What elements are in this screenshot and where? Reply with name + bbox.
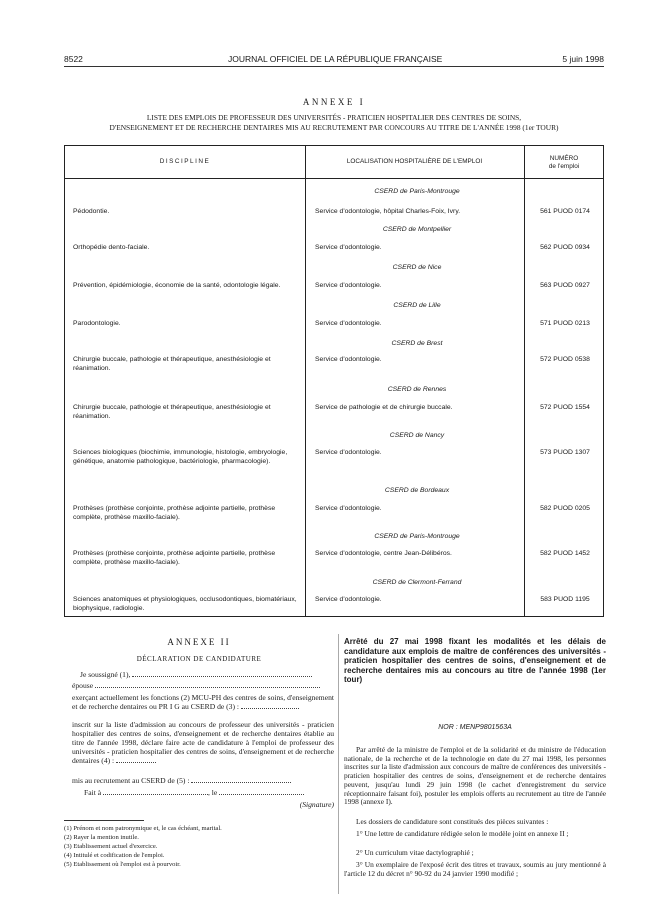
fill-line xyxy=(191,782,291,783)
issue-date: 5 juin 1998 xyxy=(562,54,604,64)
table-row-discipline: Prothèses (prothèse conjointe, prothèse adjointe partielle, prothèse complète, prothèse maxillo-faciale). xyxy=(73,550,276,566)
declaration-text: inscrit sur la liste d'admission au concours de professeur des universités - praticien hospitalier des centres de soins, d'enseignement et de recherche dentaires établie au titre de l'année 1998, déclare faire acte de candidature à l'emploi de professeur des universités - praticien hospitalier des centres de soins, d'enseignement et de recherche dentaires (4) : xyxy=(72,720,334,765)
footnote-rule xyxy=(64,820,144,821)
table-row-discipline: Sciences anatomiques et physiologiques, occlusodontiques, biomatériaux, biophysique, radiologie. xyxy=(73,596,297,612)
table-row-localisation: Service d'odontologie. xyxy=(315,596,382,603)
declaration-text: épouse xyxy=(72,681,94,690)
table-row-discipline: Chirurgie buccale, pathologie et thérapeutique, anesthésiologie et réanimation. xyxy=(73,404,271,420)
table-row-discipline: Chirurgie buccale, pathologie et thérapeutique, anesthésiologie et réanimation. xyxy=(73,356,271,372)
fill-line xyxy=(132,676,312,677)
table-row-cserd: CSERD de Rennes xyxy=(387,386,447,393)
table-row-cserd: CSERD de Lille xyxy=(393,302,441,309)
table-row-cserd: CSERD de Nice xyxy=(392,264,442,271)
table-row-numero: 563 PUOD 0927 xyxy=(540,282,590,289)
table-row-numero: 561 PUOD 0174 xyxy=(540,208,590,215)
column-header-localisation: LOCALISATION HOSPITALIÈRE DE L'EMPLOI xyxy=(346,158,483,165)
nor-reference: NOR : MENP9801563A xyxy=(438,724,512,731)
footnote: (5) Etablissement où l'emploi est à pourvoir. xyxy=(64,861,181,868)
declaration-text: Je soussigné (1), xyxy=(80,670,131,679)
table-row-numero: 582 PUOD 0205 xyxy=(540,505,590,512)
annexe1-subtitle xyxy=(64,113,604,133)
table-row-numero: 582 PUOD 1452 xyxy=(540,550,590,557)
table-row-cserd: CSERD de Clermont-Ferrand xyxy=(372,579,462,586)
arrete-title: Arrêté du 27 mai 1998 fixant les modalités et les délais de candidature aux emplois de maître de conférences des universités - praticien hospitalier des centres de soins, d'enseignement et de recherche dentaires mis au concours au titre de l'année 1998 (1er tour) xyxy=(344,637,606,685)
table-row-localisation: Service d'odontologie, hôpital Charles-Foix, Ivry. xyxy=(315,208,461,215)
table-row-numero: 583 PUOD 1195 xyxy=(540,596,590,603)
table-row-numero: 572 PUOD 0538 xyxy=(540,356,590,363)
table-row-discipline: Prévention, épidémiologie, économie de la santé, odontologie légale. xyxy=(73,282,281,289)
arrete-paragraph: 1° Une lettre de candidature rédigée selon le modèle joint en annexe II ; xyxy=(356,829,569,838)
signature-label: (Signature) xyxy=(299,800,334,809)
page-number: 8522 xyxy=(64,54,83,64)
annexe2-title: ANNEXE II xyxy=(167,637,231,647)
footnote: (2) Rayer la mention inutile. xyxy=(64,834,139,841)
table-row-localisation: Service de pathologie et de chirurgie buccale. xyxy=(315,404,453,411)
table-row-numero: 571 PUOD 0213 xyxy=(540,320,590,327)
table-row-cserd: CSERD de Montpellier xyxy=(382,226,452,233)
table-row-localisation: Service d'odontologie, centre Jean-Délibéros. xyxy=(315,550,452,557)
arrete-paragraph: Les dossiers de candidature sont constitués des pièces suivantes : xyxy=(356,817,549,826)
table-row-cserd: CSERD de Bordeaux xyxy=(384,487,450,494)
table-row-cserd: CSERD de Paris-Montrouge xyxy=(374,188,460,195)
declaration-line xyxy=(72,776,334,785)
journal-title: JOURNAL OFFICIEL DE LA RÉPUBLIQUE FRANÇAISE xyxy=(228,54,443,64)
table-row-numero: 573 PUOD 1307 xyxy=(540,449,590,456)
table-divider xyxy=(305,146,306,616)
fill-line xyxy=(103,794,208,795)
arrete-paragraph: 2° Un curriculum vitae dactylographié ; xyxy=(356,848,474,857)
table-row-localisation: Service d'odontologie. xyxy=(315,449,382,456)
column-separator xyxy=(338,634,339,894)
table-row-localisation: Service d'odontologie. xyxy=(315,505,382,512)
annexe1-subtitle-line1: LISTE DES EMPLOIS DE PROFESSEUR DES UNIVERSITÉS - PRATICIEN HOSPITALIER DES CENTRES DE SOINS, xyxy=(146,113,522,122)
arrete-paragraph: 3° Un exemplaire de l'exposé écrit des titres et travaux, soumis au jury mentionné à l'article 12 du décret n° 90-92 du 24 janvier 1990 modifié ; xyxy=(344,860,606,878)
declaration-text: mis au recrutement au CSERD de (5) : xyxy=(72,776,190,785)
table-row-localisation: Service d'odontologie. xyxy=(315,244,382,251)
table-row-cserd: CSERD de Nancy xyxy=(389,432,445,439)
fill-line xyxy=(116,762,156,763)
column-header-numero-l2: de l'emploi xyxy=(548,163,580,170)
table-row-localisation: Service d'odontologie. xyxy=(315,320,382,327)
declaration-paragraph xyxy=(72,720,334,765)
table-row-numero: 572 PUOD 1554 xyxy=(540,404,590,411)
column-header-numero xyxy=(524,155,604,171)
table-row-discipline: Pédodontie. xyxy=(73,208,110,215)
table-row-discipline: Parodontologie. xyxy=(73,320,121,327)
table-row-discipline: Prothèses (prothèse conjointe, prothèse adjointe partielle, prothèse complète, prothèse maxillo-faciale). xyxy=(73,505,276,521)
footnote: (1) Prénom et nom patronymique et, le cas échéant, marital. xyxy=(64,825,222,832)
declaration-text: Fait à xyxy=(84,788,102,797)
table-row-discipline: Sciences biologiques (biochimie, immunologie, histologie, embryologie, génétique, anatomie pathologique, bactériologie, pharmacologie). xyxy=(73,449,288,465)
table-row-discipline: Orthopédie dento-faciale. xyxy=(73,244,150,251)
declaration-line xyxy=(84,788,346,797)
employment-table xyxy=(64,145,604,617)
table-divider xyxy=(524,146,525,616)
arrete-paragraph: Par arrêté de la ministre de l'emploi et de la solidarité et du ministre de l'éducation nationale, de la recherche et de la technologie en date du 27 mai 1998, les personnes inscrites sur la liste d'admission aux concours de maître de conférences des universités - praticien hospitalier des centres de soins, d'enseignement et de recherche dentaires peuvent, jusqu'au lundi 29 juin 1998 (le cachet d'enregistrement du service réceptionnaire faisant foi), postuler les emplois offerts au recrutement au titre de l'année 1998 (annexe I). xyxy=(344,745,606,807)
declaration-text: exerçant actuellement les fonctions (2) MCU-PH des centres de soins, d'enseignement et de recherche dentaires ou PR I G au CSERD de (3) : xyxy=(72,693,334,711)
annexe2-subtitle: DÉCLARATION DE CANDIDATURE xyxy=(136,655,262,663)
annexe1-title: ANNEXE I xyxy=(302,97,366,107)
declaration-paragraph xyxy=(72,693,334,711)
table-row-numero: 562 PUOD 0934 xyxy=(540,244,590,251)
declaration-text: , le xyxy=(208,788,218,797)
declaration-line xyxy=(80,670,342,679)
annexe1-subtitle-line2: D'ENSEIGNEMENT ET DE RECHERCHE DENTAIRES MIS AU RECRUTEMENT PAR CONCOURS AU TITRE DE L'ANNÉE 1998 (1er TOUR) xyxy=(109,123,559,132)
fill-line xyxy=(241,708,299,709)
footnote: (4) Intitulé et codification de l'emploi. xyxy=(64,852,165,859)
table-header-rule xyxy=(65,178,603,179)
table-row-cserd: CSERD de Paris-Montrouge xyxy=(374,533,460,540)
table-row-localisation: Service d'odontologie. xyxy=(315,282,382,289)
column-header-discipline: DISCIPLINE xyxy=(159,158,211,165)
fill-line xyxy=(95,687,320,688)
footnote: (3) Etablissement actuel d'exercice. xyxy=(64,843,158,850)
header-rule xyxy=(64,66,604,67)
fill-line xyxy=(219,794,304,795)
declaration-line xyxy=(72,681,334,690)
table-row-localisation: Service d'odontologie. xyxy=(315,356,382,363)
column-header-numero-l1: NUMÉRO xyxy=(549,155,579,162)
table-row-cserd: CSERD de Brest xyxy=(391,340,443,347)
